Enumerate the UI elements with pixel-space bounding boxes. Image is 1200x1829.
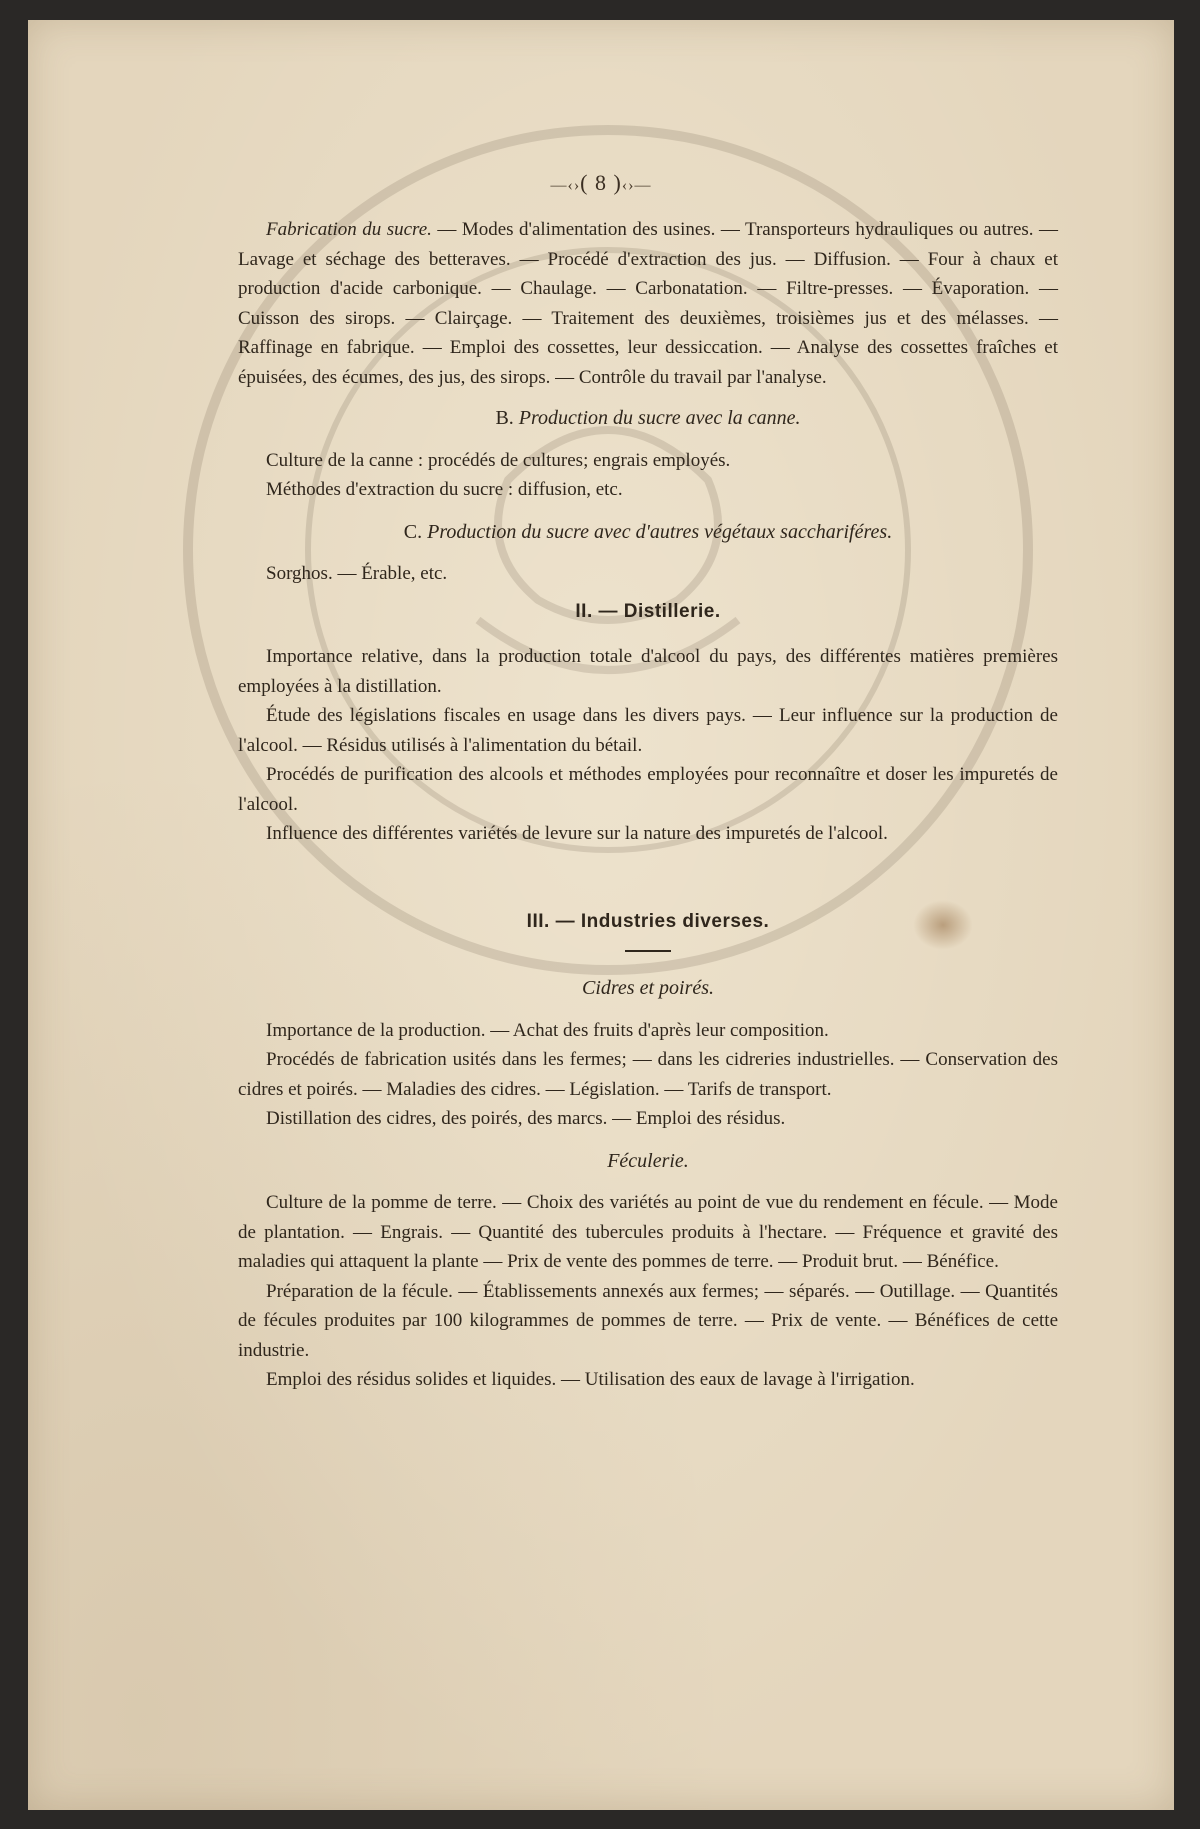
document-page (28, 20, 1174, 1810)
feculerie-title-text: Féculerie. (607, 1149, 689, 1172)
subsection-c-letter: C. (403, 520, 428, 543)
folio-ornament-left: —‹› (550, 177, 581, 194)
fabrication-paragraph (238, 215, 1058, 392)
canne-line-2: Méthodes d'extraction du sucre : diffusion, etc. (266, 479, 623, 500)
feculerie-title (238, 1147, 1058, 1177)
section-distillerie-heading: II. — Distillerie. (575, 600, 721, 622)
feculerie-paragraph-3: Emploi des résidus solides et liquides. — Utilisation des eaux de lavage à l'irrigation. (266, 1369, 915, 1390)
section-industries-heading: III. — Industries diverses. (526, 910, 770, 932)
distillerie-paragraph-4: Influence des différentes variétés de levure sur la nature des impuretés de l'alcool. (266, 823, 888, 844)
cidres-title-text: Cidres et poirés. (581, 977, 715, 999)
fabrication-title: Fabrication du sucre. (266, 219, 432, 240)
cidres-paragraph-3: Distillation des cidres, des poirés, des marcs. — Emploi des résidus. (266, 1108, 786, 1129)
cidres-title (238, 974, 1058, 1004)
distillerie-paragraph-1: Importance relative, dans la production totale d'alcool du pays, des différentes matières premières employées à la distillation. (238, 646, 1058, 697)
section-divider (625, 950, 671, 952)
feculerie-paragraph-2: Préparation de la fécule. — Établissements annexés aux fermes; — séparés. — Outillage. — Quantités de fécules produites par 100 kilogrammes de pommes de terre. — Prix de vente. — Bénéfices de cette industrie. (238, 1280, 1058, 1361)
subsection-b-title (238, 404, 1058, 434)
cidres-paragraph-1: Importance de la production. — Achat des fruits d'après leur composition. (266, 1019, 829, 1041)
cidres-paragraph-2: Procédés de fabrication usités dans les fermes; — dans les cidreries industrielles. — Conservation des cidres et poirés. — Maladies des cidres. — Législation. — Tarifs de transport. (238, 1049, 1058, 1100)
fabrication-text: — Modes d'alimentation des usines. — Transporteurs hydrauliques ou autres. — Lavage et séchage des betteraves. — Procédé d'extraction des jus. — Diffusion. — Four à chaux et production d'acide carbonique. — Chaulage. — Carbonatation. — Filtre-presses. — Évaporation. — Cuisson des sirops. — Clairçage. — Traitement des deuxièmes, troisièmes jus et des mélasses. — Raffinage en fabrique. — Emploi des cossettes, leur dessiccation. — Analyse des cossettes fraîches et épuisées, des écumes, des jus, des sirops. — Contrôle du travail par l'analyse. (238, 219, 1059, 388)
page-number (28, 170, 1174, 196)
distillerie-paragraph-3: Procédés de purification des alcools et méthodes employées pour reconnaître et doser les impuretés de l'alcool. (238, 764, 1058, 815)
distillerie-paragraph-2: Étude des législations fiscales en usage dans les divers pays. — Leur influence sur la production de l'alcool. — Résidus utilisés à l'alimentation du bétail. (238, 705, 1058, 756)
subsection-c-name: Production du sucre avec d'autres végétaux sacchariféres. (427, 520, 893, 543)
folio-number: ( 8 ) (580, 170, 622, 195)
feculerie-paragraph-1: Culture de la pomme de terre. — Choix des variétés au point de vue du rendement en fécule. — Mode de plantation. — Engrais. — Quantité des tubercules produits à l'hectare. — Fréquence et gravité des maladies qui attaquent la plante — Prix de vente des pommes de terre. — Produit brut. — Bénéfice. (238, 1192, 1058, 1272)
subsection-b-letter: B. (495, 407, 519, 429)
canne-line-1: Culture de la canne : procédés de cultures; engrais employés. (266, 449, 731, 471)
body-text (238, 215, 1058, 1395)
subsection-b-name: Production du sucre avec la canne. (518, 407, 801, 429)
folio-ornament-right: ‹›— (621, 177, 652, 194)
sorghos-line: Sorghos. — Érable, etc. (266, 563, 448, 584)
subsection-c-title (238, 518, 1058, 548)
